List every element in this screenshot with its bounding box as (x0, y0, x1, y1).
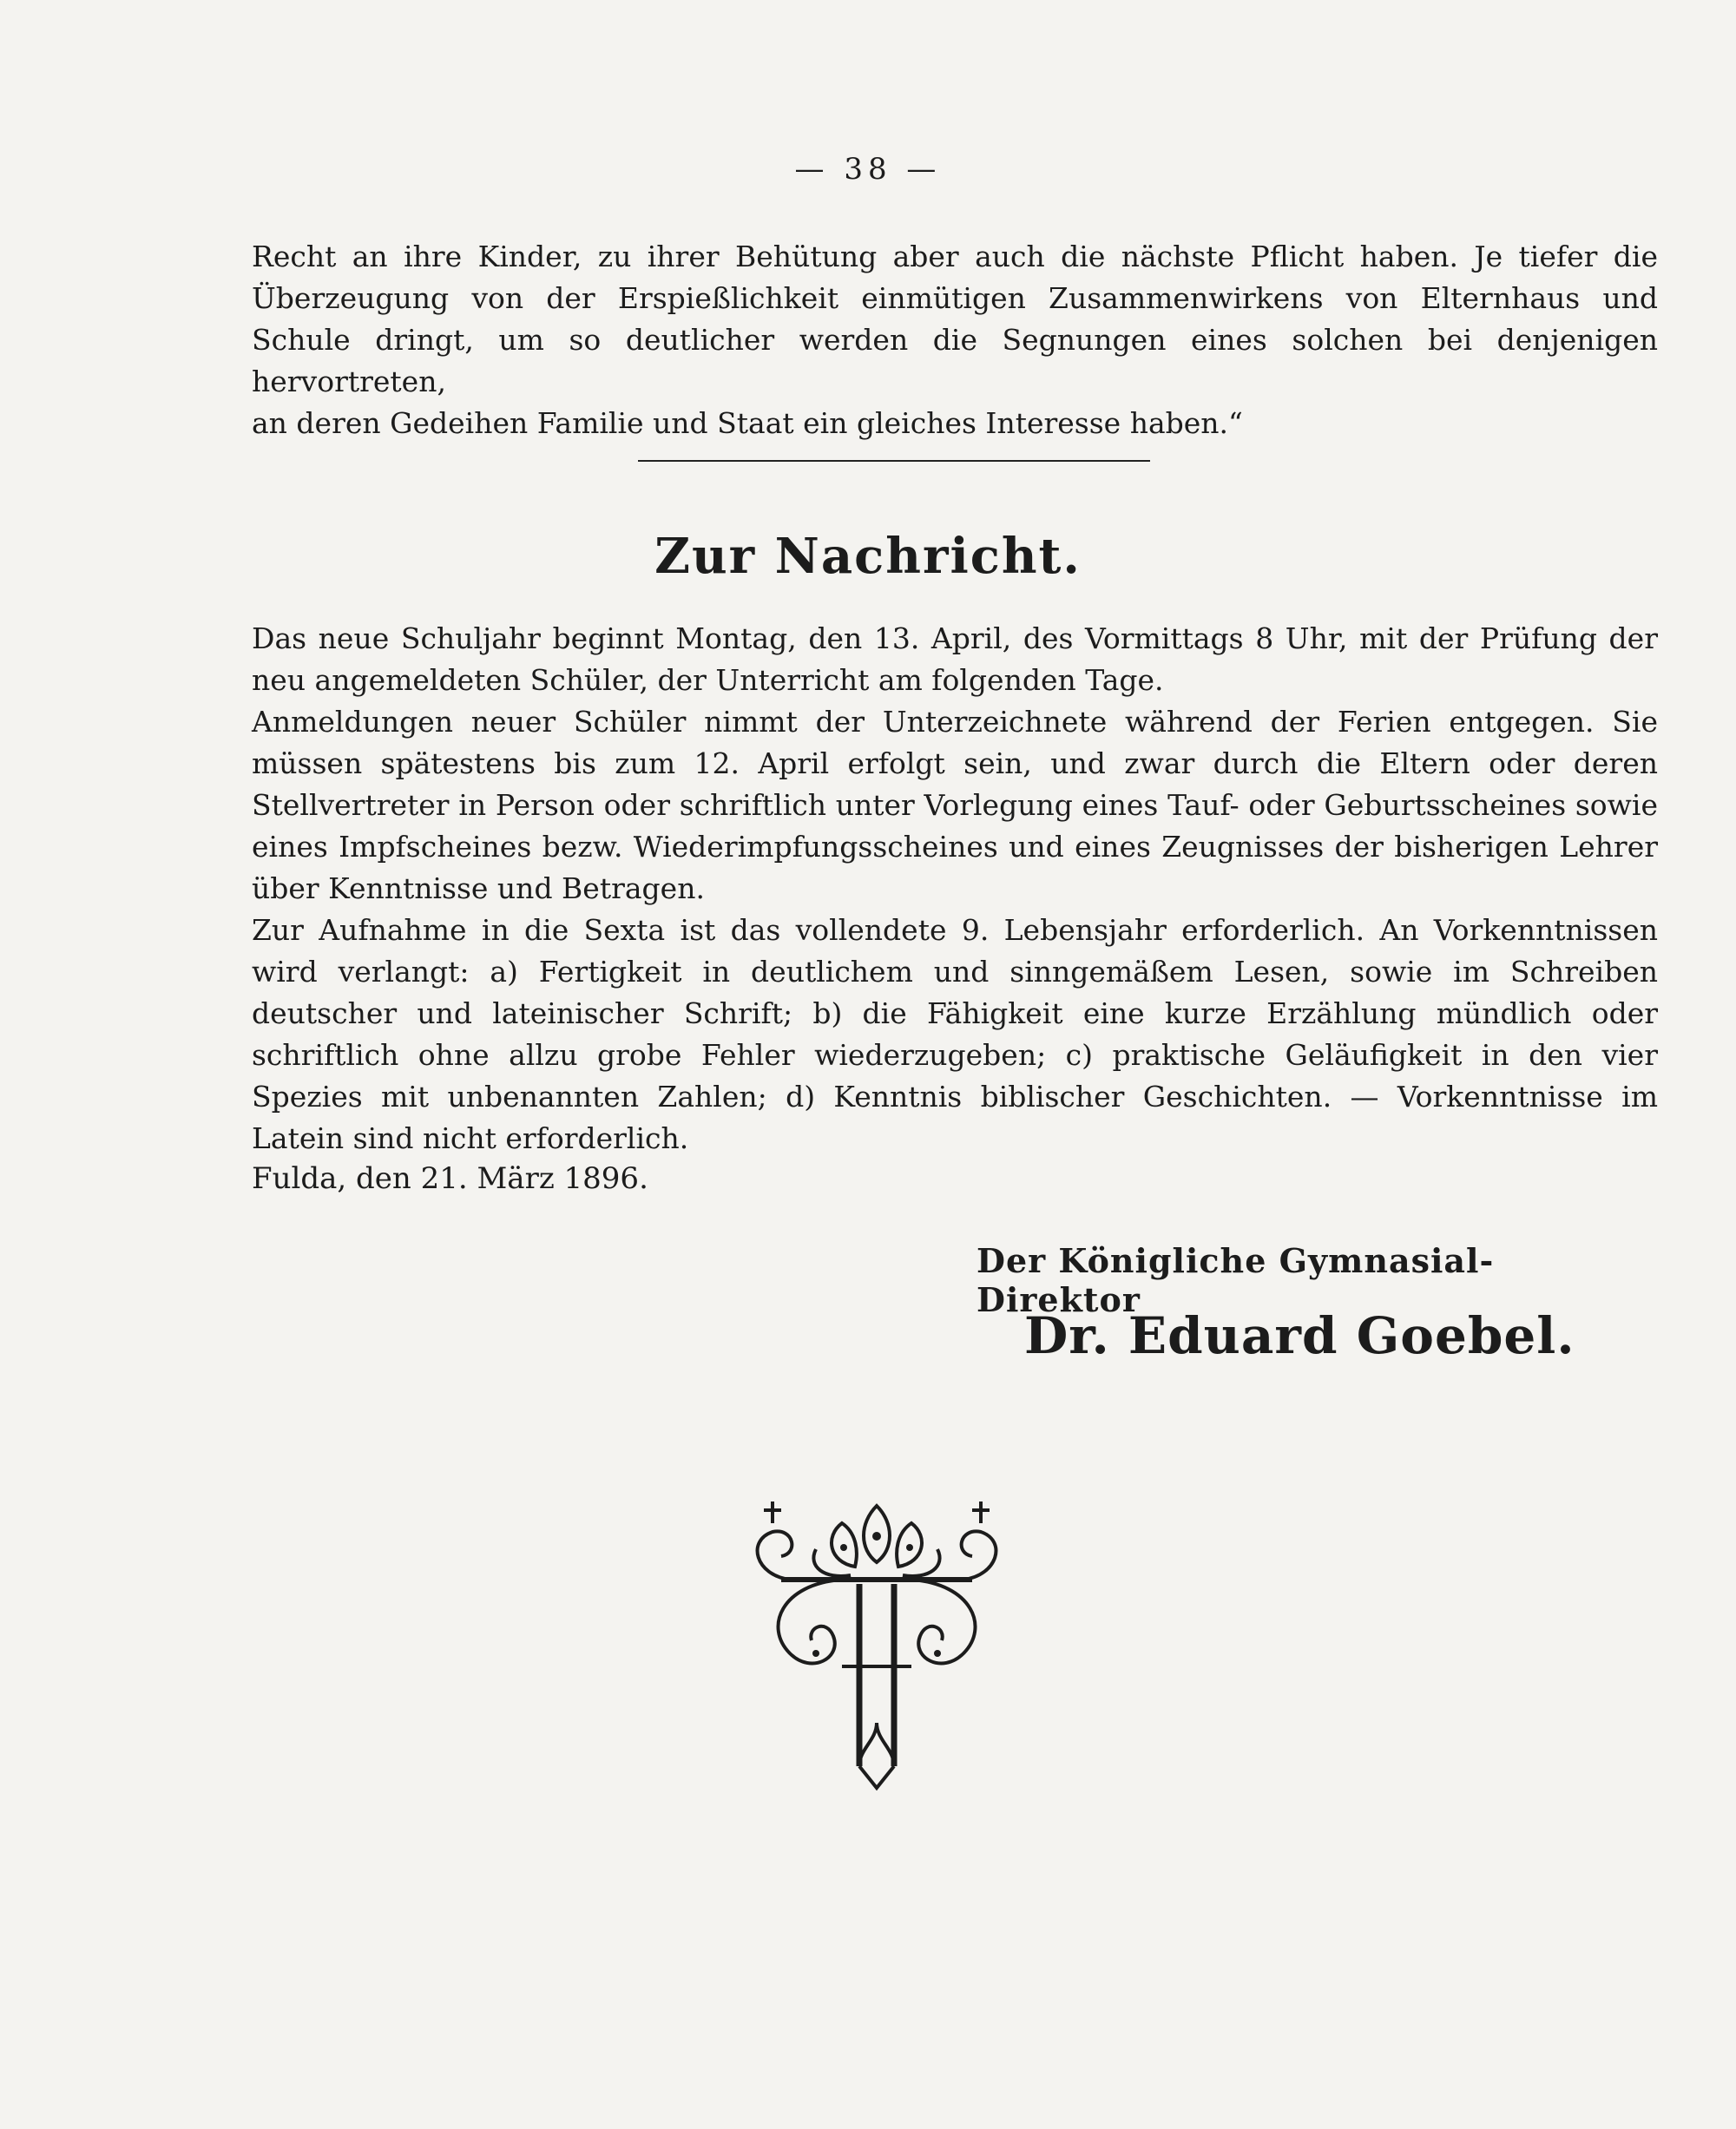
date-line: Fulda, den 21. März 1896. (252, 1161, 648, 1196)
signature-name: Dr. Eduard Goebel. (1024, 1306, 1575, 1365)
page-number: — 38 — (794, 152, 942, 187)
paragraph-registration: Anmeldungen neuer Schüler nimmt der Unterzeichnete während der Ferien entgegen. Sie müssen spätestens bis zum 12. April erfolgt sein, und zwar durch die Eltern oder deren Stellvertreter in Person oder schriftlich unter Vorlegung eines Tauf- oder Geburtsscheines sowie eines Impfscheines bezw. Wiederimpfungsscheines und eines Zeugnisses der bisherigen Lehrer über Kenntnisse und Betragen. (252, 705, 1658, 905)
intro-line-3: Schule dringt, um so deutlicher werden die Segnungen eines solchen bei denjenigen hervortreten, (252, 323, 1658, 398)
floral-monogram-ornament-icon (729, 1488, 1024, 1792)
intro-text (252, 236, 1658, 444)
paragraph-school-start: Das neue Schuljahr beginnt Montag, den 13. April, des Vormittags 8 Uhr, mit der Prüfung der neu angemeldeten Schüler, der Unterricht am folgenden Tage. (252, 621, 1658, 697)
intro-line-4: an deren Gedeihen Familie und Staat ein gleiches Interesse haben.“ (252, 406, 1243, 440)
intro-line-2: Überzeugung von der Erspießlichkeit einmütigen Zusammenwirkens von Elternhaus und (252, 281, 1658, 315)
paragraph-admission: Zur Aufnahme in die Sexta ist das vollendete 9. Lebensjahr erforderlich. An Vorkenntnissen wird verlangt: a) Fertigkeit in deutlichem und sinngemäßem Lesen, sowie im Schreiben deutscher und lateinischer Schrift; b) die Fähigkeit eine kurze Erzählung mündlich oder schriftlich ohne allzu grobe Fehler wiederzugeben; c) praktische Geläufigkeit in den vier Spezies mit unbenannten Zahlen; d) Kenntnis biblischer Geschichten. — Vorkenntnisse im Latein sind nicht erforderlich. (252, 913, 1658, 1155)
section-divider (638, 460, 1150, 462)
section-heading: Zur Nachricht. (654, 528, 1082, 585)
notice-body (252, 618, 1658, 1160)
intro-line-1: Recht an ihre Kinder, zu ihrer Behütung aber auch die nächste Pflicht haben. Je tiefer die (252, 240, 1658, 273)
signature-title: Der Königliche Gymnasial-Direktor (976, 1241, 1495, 1319)
